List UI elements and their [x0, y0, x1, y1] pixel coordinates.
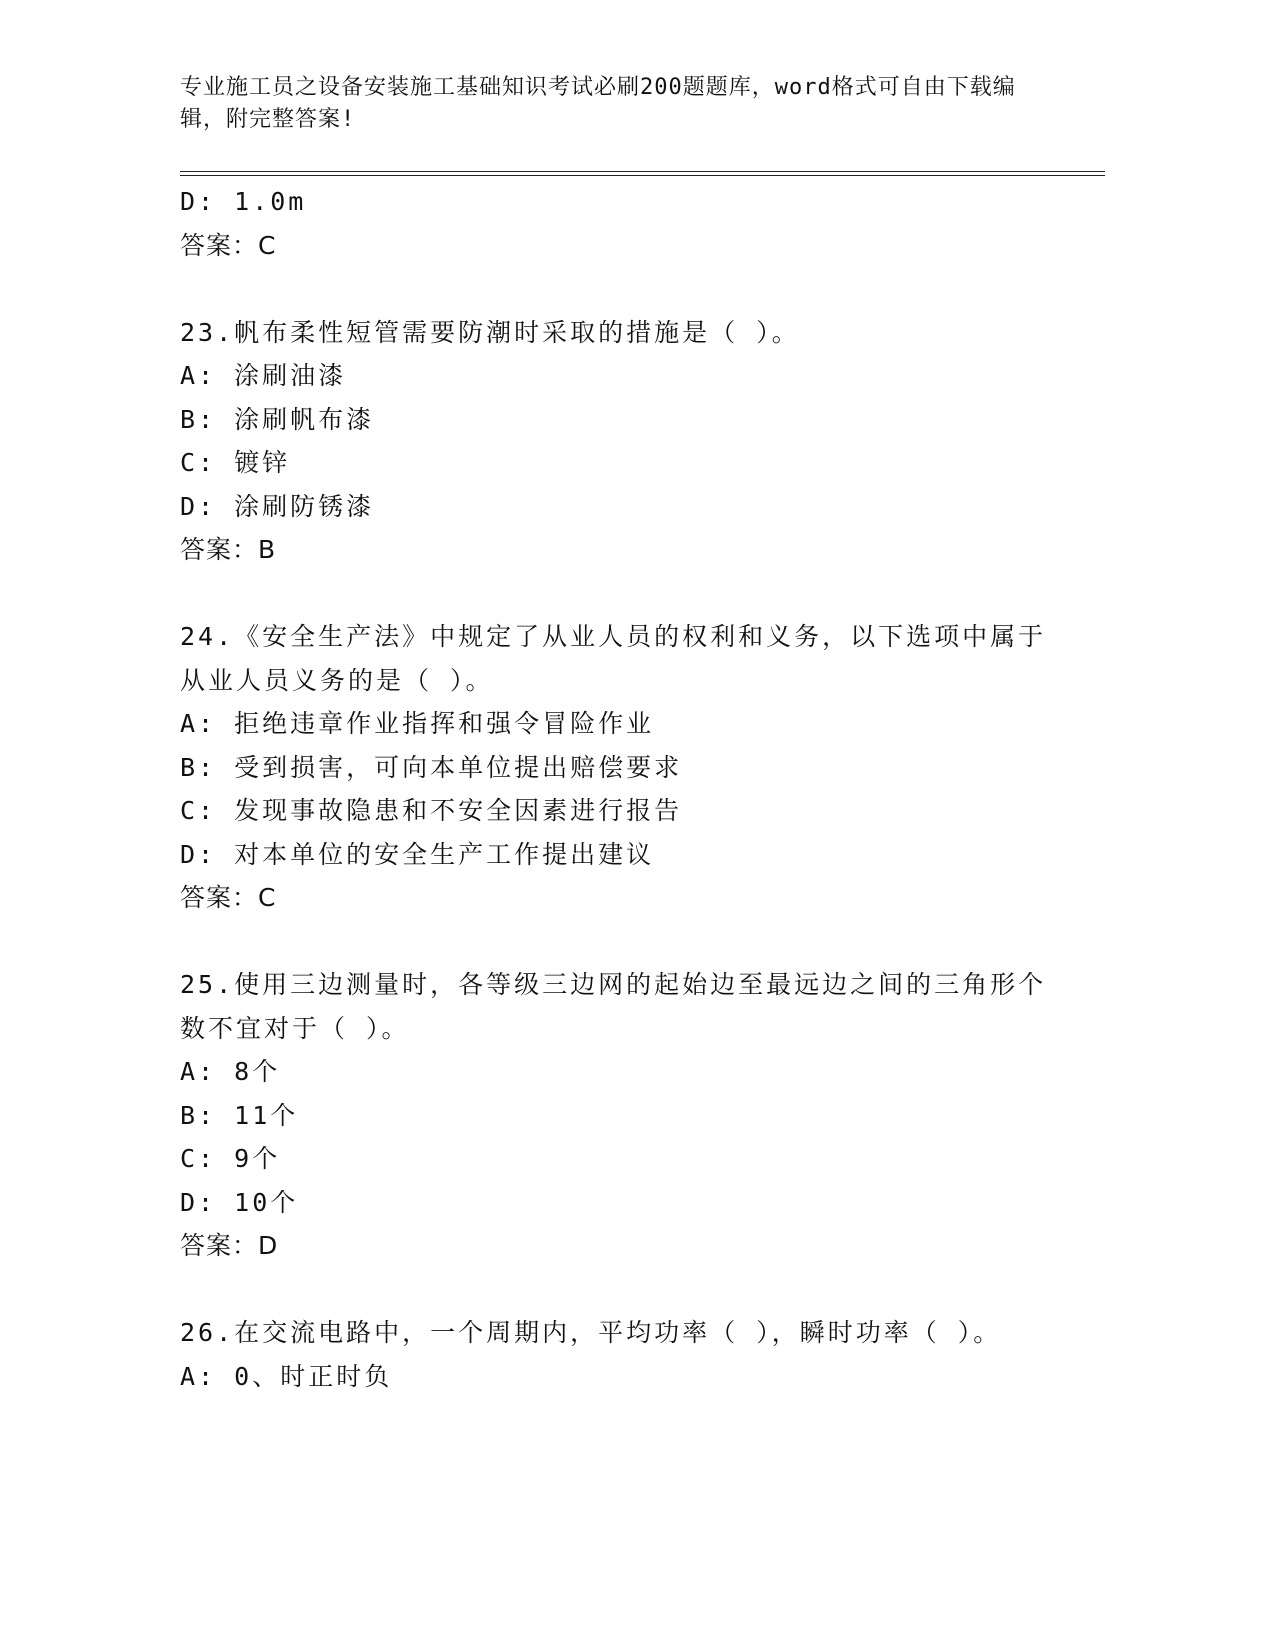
question-26: 26.在交流电路中，一个周期内，平均功率（ ），瞬时功率（ ）。 [180, 1318, 1002, 1347]
option-b: B: 受到损害，可向本单位提出赔偿要求 [180, 753, 683, 782]
option-c: C: 9个 [180, 1144, 281, 1173]
option-d: D: 涂刷防锈漆 [180, 492, 375, 521]
option-a: A: 拒绝违章作业指挥和强令冒险作业 [180, 709, 655, 738]
question-24-continued: 从业人员义务的是（ ）。 [180, 666, 494, 695]
document-header: 专业施工员之设备安装施工基础知识考试必刷200题题库，word格式可自由下载编辑，附完整答案! [180, 75, 1016, 132]
option-a: A: 8个 [180, 1057, 281, 1086]
question-23: 23.帆布柔性短管需要防潮时采取的措施是（ ）。 [180, 318, 800, 347]
question-24: 24.《安全生产法》中规定了从业人员的权利和义务，以下选项中属于 [180, 622, 1047, 651]
answer-line: 答案：C [180, 883, 277, 912]
option-b: B: 涂刷帆布漆 [180, 405, 375, 434]
answer-line: 答案：D [180, 1231, 279, 1260]
option-a: A: 0、时正时负 [180, 1362, 393, 1391]
option-d: D: 对本单位的安全生产工作提出建议 [180, 840, 655, 869]
option-c: C: 镀锌 [180, 448, 291, 477]
option-d: D: 1.0m [180, 187, 307, 216]
answer-line: 答案：B [180, 535, 277, 564]
answer-line: 答案：C [180, 231, 277, 260]
header-divider-bottom [180, 175, 1105, 176]
option-c: C: 发现事故隐患和不安全因素进行报告 [180, 796, 683, 825]
header-divider-top [180, 171, 1105, 172]
question-25-continued: 数不宜对于（ ）。 [180, 1014, 410, 1043]
question-25: 25.使用三边测量时，各等级三边网的起始边至最远边之间的三角形个 [180, 970, 1047, 999]
option-a: A: 涂刷油漆 [180, 361, 347, 390]
option-d: D: 10个 [180, 1188, 299, 1217]
option-b: B: 11个 [180, 1101, 299, 1130]
